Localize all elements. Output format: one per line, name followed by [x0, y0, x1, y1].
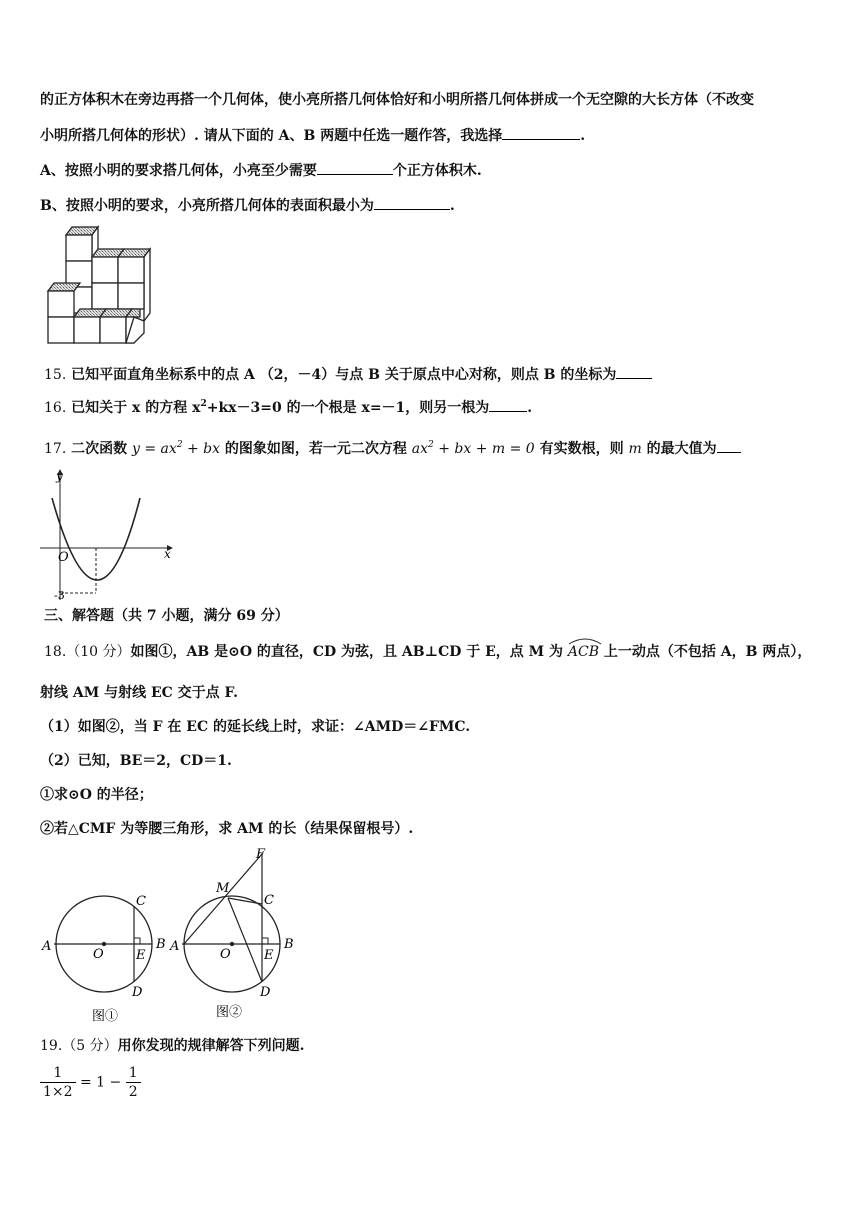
graph-origin-label: O [58, 550, 69, 565]
question-17-formula-1: $y = ax^2$ + bx [132, 440, 221, 457]
option-a [40, 160, 482, 181]
fig1-label-b: B [156, 937, 166, 952]
graph-x-label: x [164, 547, 171, 561]
question-17-text-1: 二次函数 [71, 441, 128, 457]
cube-stack-figure [44, 223, 156, 353]
question-17-text-2: 的图象如图，若一元二次方程 [224, 441, 407, 457]
graph-y-label: y [56, 469, 63, 483]
fig2-label-m: M [216, 881, 230, 896]
fraction-1-over-1x2: $\frac{1}{1\times 2}$ [40, 1064, 76, 1101]
question-19 [40, 1036, 305, 1056]
question-16-text-a: 已知关于 x 的方程 x [71, 400, 201, 416]
question-19-number: 19. [40, 1038, 63, 1054]
para-line-2 [40, 125, 585, 146]
fig2-label-e: E [264, 948, 274, 963]
answer-blank-b [374, 195, 450, 210]
fig2-label-c: C [264, 893, 274, 908]
question-16-sup: 2 [200, 399, 207, 409]
answer-blank-a [317, 160, 393, 175]
answer-blank-15 [616, 364, 652, 379]
answer-blank-17 [717, 438, 741, 453]
question-18-circled-1: ① [158, 644, 173, 660]
question-17 [44, 438, 741, 459]
question-18-number: 18. [44, 644, 67, 660]
question-15-text: 已知平面直角坐标系中的点 A （2，－4）与点 B 关于原点中心对称，则点 B 的坐标为 [71, 367, 617, 383]
question-16 [44, 397, 532, 418]
question-17-number: 17. [44, 441, 67, 457]
fig2-label-a: A [170, 939, 180, 954]
question-16-end: . [527, 400, 533, 416]
question-18-text-3: 上一动点（不包括 A，B 两点）， [603, 644, 812, 660]
graph-minus3-label: -3 [54, 589, 65, 602]
option-a-end: 个正方体积木. [392, 163, 482, 179]
question-18-part-2: （2）已知，BE＝2，CD＝1. [40, 753, 232, 769]
fig1-label-o: O [93, 947, 104, 962]
fig1-label-d: D [132, 985, 143, 1000]
para-line-2-text: 小明所搭几何体的形状）. 请从下面的 A、B 两题中任选一题作答，我选择 [40, 128, 503, 144]
answer-blank-choice [502, 125, 580, 140]
fig2-label-f: F [256, 847, 266, 862]
parabola-graph [38, 466, 178, 604]
question-18-score: （10 分） [66, 644, 131, 660]
question-19-text: 用你发现的规律解答下列问题. [117, 1038, 305, 1054]
fig1-label-e: E [136, 948, 146, 963]
question-18-part-2-1: ①求⊙O 的半径； [40, 787, 153, 803]
fig2-label-d: D [260, 985, 271, 1000]
question-17-formula-2: $ax^2$ + bx + m = 0 [411, 440, 535, 457]
option-b [40, 195, 455, 216]
fraction-1-over-2: $\frac{1}{2}$ [126, 1064, 141, 1101]
fig2-caption: 图② [216, 1005, 243, 1020]
fig2-label-o: O [220, 947, 231, 962]
question-17-formula-3: m [628, 441, 642, 457]
section-3-heading: 三、解答题（共 7 小题，满分 69 分） [44, 608, 289, 624]
fig1-label-c: C [136, 894, 146, 909]
figure-1 [38, 880, 172, 1026]
question-18 [44, 642, 811, 662]
question-15 [44, 364, 652, 385]
question-18-text-1: 如图 [130, 644, 159, 660]
question-16-text-b: +kx－3=0 的一个根是 x=－1，则另一根为 [206, 400, 490, 416]
question-17-text-3: 有实数根，则 [539, 441, 624, 457]
question-18-part-1: （1）如图②，当 F 在 EC 的延长线上时，求证：∠AMD＝∠FMC. [40, 719, 471, 735]
question-19-formula [40, 1064, 141, 1101]
para-line-1: 的正方体积木在旁边再搭一个几何体，使小亮所搭几何体恰好和小明所搭几何体拼成一个无空隙的大长方体（不改变 [40, 92, 754, 108]
question-15-number: 15. [44, 367, 67, 383]
option-b-end: . [449, 198, 455, 214]
fig2-label-b: B [284, 937, 294, 952]
question-19-score: （5 分） [62, 1038, 118, 1054]
fig1-caption: 图① [92, 1009, 119, 1024]
figure-2 [166, 842, 306, 1022]
option-a-text: A、按照小明的要求搭几何体，小亮至少需要 [40, 163, 317, 179]
answer-blank-16 [489, 397, 527, 412]
arc-acb: ACB [568, 642, 599, 662]
question-18-part-2-2: ②若△CMF 为等腰三角形，求 AM 的长（结果保留根号）. [40, 821, 414, 837]
fig1-label-a: A [42, 939, 52, 954]
question-17-text-4: 的最大值为 [646, 441, 717, 457]
question-18-line-2: 射线 AM 与射线 EC 交于点 F. [40, 685, 238, 701]
question-16-number: 16. [44, 400, 67, 416]
formula-equals: = 1 − [80, 1074, 122, 1091]
option-b-text: B、按照小明的要求，小亮所搭几何体的表面积最小为 [40, 198, 374, 214]
question-18-text-2: ，AB 是⊙O 的直径，CD 为弦，且 AB⊥CD 于 E，点 M 为 [172, 644, 564, 660]
para-line-2-end: . [580, 128, 586, 144]
